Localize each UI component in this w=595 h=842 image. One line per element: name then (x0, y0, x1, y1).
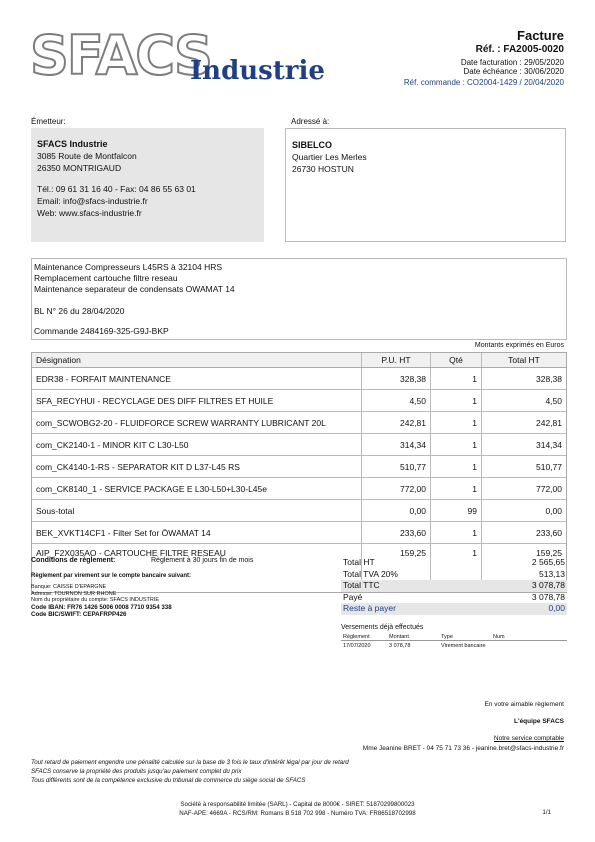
col-designation: Désignation (32, 353, 362, 368)
cell-pu: 159,25 (362, 544, 431, 593)
total-tva-value: 513,13 (539, 568, 565, 579)
recipient-name: SIBELCO (292, 140, 333, 150)
recipient-city: 26730 HOSTUN (292, 164, 354, 174)
cell-pu: 314,34 (362, 434, 431, 456)
recipient-street: Quartier Les Merles (292, 152, 367, 162)
total-ht-row (341, 557, 567, 569)
total-ht-label: Total HT (343, 557, 375, 567)
table-row (32, 390, 566, 412)
legal-line: SFACS conserve la propriété des produits jusqu'au paiement complet du prix (31, 768, 242, 775)
paye-label: Payé (343, 591, 363, 602)
cell-total: 4,50 (482, 390, 567, 412)
emitter-phone: Tél.: 09 61 31 16 40 - Fax: 04 86 55 63 01 (37, 184, 196, 194)
description-line: BL N° 26 du 28/04/2020 (34, 306, 125, 316)
total-ttc-value: 3 078,78 (531, 580, 565, 591)
page-number: 1/1 (542, 809, 551, 816)
table-row (32, 500, 566, 522)
virement-title: Règlement par virement sur le compte bancaire suivant: (31, 573, 192, 579)
cell-pu: 233,60 (362, 522, 431, 544)
payment-type: Virement bancaire (441, 643, 486, 649)
currency-note: Montants exprimés en Euros (474, 342, 564, 349)
invoice-title: Facture (517, 28, 564, 43)
legal-notes (31, 758, 531, 785)
cell-designation: AIP_F2X035AO - CARTOUCHE FILTRE RESEAU (32, 544, 362, 593)
cell-pu: 242,81 (362, 412, 431, 434)
cell-qty: 99 (431, 500, 482, 522)
payment-date: 17/07/2020 (343, 643, 371, 649)
paye-value: 3 078,78 (531, 591, 565, 602)
col-pu: P.U. HT (362, 353, 431, 368)
description-line: Commande 2484169-325-G9J-BKP (34, 326, 169, 336)
payment-amount: 3 078,78 (389, 643, 411, 649)
legal-line: Tous différents sont de la compétence exclusive du tribunal de commerce du siège social de SFACS (31, 777, 306, 784)
logo-suffix: Industrie (190, 56, 325, 86)
col-qty: Qté (431, 353, 482, 368)
bank-name: Banque: CAISSE D'EPARGNE (31, 584, 107, 590)
payments-title: Versements déjà effectués (341, 624, 424, 631)
conditions-value: Règlement à 30 jours fin de mois (151, 557, 254, 564)
cell-total: 233,60 (482, 522, 567, 544)
recipient-label: Adressé à: (291, 117, 330, 126)
total-ttc-label: Total TTC (343, 580, 380, 591)
date-facturation: Date facturation : 29/05/2020 (460, 58, 564, 67)
bic: Code BIC/SWIFT: CEPAFRPP426 (31, 611, 127, 618)
cell-total: 328,38 (482, 368, 567, 390)
emitter-box (31, 128, 264, 242)
payments-h-type: Type (441, 634, 453, 640)
paye-row (341, 592, 567, 604)
cell-qty: 1 (431, 522, 482, 544)
cell-pu: 0,00 (362, 500, 431, 522)
cell-pu: 510,77 (362, 456, 431, 478)
description-line: Maintenance separateur de condensats OWAMAT 14 (34, 284, 235, 294)
account-owner: Nom du propriétaire du compte: SFACS INDUSTRIE (31, 597, 160, 603)
total-tva-row (341, 569, 567, 581)
cell-designation: com_CK4140-1-RS - SEPARATOR KIT D L37-L45 RS (32, 456, 362, 478)
emitter-street: 3085 Route de Montfalcon (37, 151, 137, 161)
footer-line: NAF-APE: 4669A - RCS/RM: Romans B 518 702 998 - Numéro TVA: FR86518702998 (179, 810, 416, 817)
iban: Code IBAN: FR76 1426 5006 0008 7710 9354 338 (31, 603, 172, 611)
company-footer (0, 800, 595, 818)
col-total: Total HT (482, 353, 567, 368)
emitter-email[interactable]: Email: info@sfacs-industrie.fr (37, 196, 148, 206)
total-ht-value: 2 565,65 (531, 557, 565, 567)
signature-greeting: En votre aimable règlement (484, 701, 564, 708)
date-echeance: Date échéance : 30/06/2020 (463, 67, 564, 76)
table-row (32, 478, 566, 500)
payment-conditions (31, 557, 331, 619)
cell-qty: 1 (431, 544, 482, 593)
payments-box (341, 624, 567, 649)
totals-box (341, 557, 567, 615)
cell-designation: com_CK8140_1 - SERVICE PACKAGE E L30-L50+L30-L45e (32, 478, 362, 500)
table-header-row (32, 353, 566, 368)
reste-value: 0,00 (548, 603, 565, 614)
ref-commande[interactable]: Réf. commande : CO2004-1429 / 20/04/2020 (403, 78, 564, 87)
cell-total: 314,34 (482, 434, 567, 456)
legal-line: Tout retard de paiement engendre une pénalité calculée sur la base de 3 fois le taux d'intérêt légal par jour de retard (31, 759, 349, 766)
description-box (31, 258, 567, 340)
description-line: Maintenance Compresseurs L45RS à 32104 HRS (34, 262, 223, 272)
recipient-box (285, 128, 566, 242)
conditions-label: Conditions de règlement: (31, 557, 116, 564)
table-row (32, 412, 566, 434)
bank-address: Adresse: TOURNON SUR RHONE (31, 590, 117, 597)
emitter-city: 26350 MONTRIGAUD (37, 163, 122, 173)
payments-h-num: Num (493, 634, 505, 640)
reste-row (341, 603, 567, 615)
cell-designation: SFA_RECYHUI - RECYCLAGE DES DIFF FILTRES ET HUILE (32, 390, 362, 412)
cell-pu: 772,00 (362, 478, 431, 500)
reste-label: Reste à payer (343, 603, 396, 614)
cell-qty: 1 (431, 368, 482, 390)
table-row (32, 368, 566, 390)
table-row (32, 456, 566, 478)
payment-row (341, 643, 567, 649)
cell-total: 242,81 (482, 412, 567, 434)
signature-team: L'équipe SFACS (514, 718, 564, 725)
cell-pu: 4,50 (362, 390, 431, 412)
cell-qty: 1 (431, 412, 482, 434)
cell-qty: 1 (431, 434, 482, 456)
cell-total: 772,00 (482, 478, 567, 500)
cell-designation: Sous-total (32, 500, 362, 522)
footer-line: Société à responsabilité limitée (SARL) - Capital de 8000€ - SIRET: 51870299800023 (180, 801, 415, 808)
signature-contact: Mme Jeanine BRET - 04 75 71 73 36 - jeanine.bret@sfacs-industrie.fr (362, 745, 564, 752)
description-line: Remplacement cartouche filtre reseau (34, 273, 178, 283)
cell-qty: 1 (431, 478, 482, 500)
cell-designation: com_SCWOBG2-20 - FLUIDFORCE SCREW WARRANTY LUBRICANT 20L (32, 412, 362, 434)
emitter-web[interactable]: Web: www.sfacs-industrie.fr (37, 208, 142, 218)
cell-designation: BEK_XVKT14CF1 - Filter Set for ÖWAMAT 14 (32, 522, 362, 544)
total-tva-label: Total TVA 20% (343, 568, 398, 579)
payments-h-montant: Montant (389, 634, 409, 640)
table-row (32, 434, 566, 456)
cell-total: 510,77 (482, 456, 567, 478)
total-ttc-row (341, 580, 567, 592)
cell-qty: 1 (431, 456, 482, 478)
cell-pu: 328,38 (362, 368, 431, 390)
company-logo (30, 24, 325, 88)
payments-h-reglement: Règlement (343, 634, 370, 640)
logo-brand: SFACS (30, 24, 211, 87)
invoice-ref: Réf. : FA2005-0020 (475, 44, 564, 55)
signature-service: Notre service comptable (493, 735, 564, 742)
cell-designation: com_CK2140-1 - MINOR KIT C L30-L50 (32, 434, 362, 456)
cell-qty: 1 (431, 390, 482, 412)
cell-total: 0,00 (482, 500, 567, 522)
cell-designation: EDR38 - FORFAIT MAINTENANCE (32, 368, 362, 390)
cell-total: 159,25 (536, 548, 562, 558)
table-row (32, 522, 566, 544)
emitter-label: Émetteur: (31, 117, 66, 126)
emitter-name: SFACS Industrie (37, 139, 108, 149)
payments-header (341, 634, 567, 641)
